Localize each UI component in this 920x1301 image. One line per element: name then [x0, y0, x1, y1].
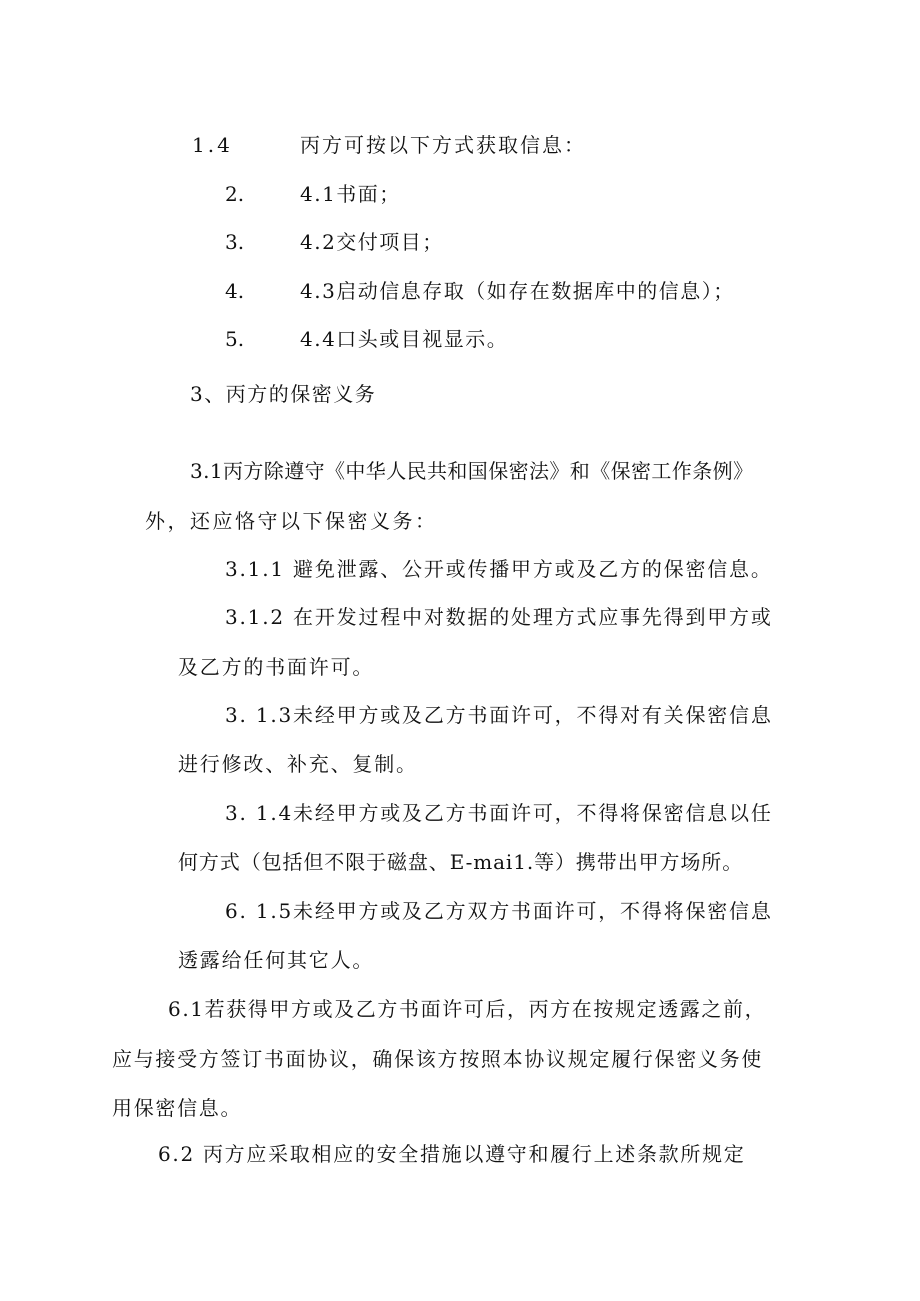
paragraph-3-1-5-line-1: 6. 1.5未经甲方或及乙方双方书面许可，不得将保密信息	[225, 899, 773, 923]
paragraph-6-1-line-3: 用保密信息。	[112, 1096, 243, 1120]
paragraph-3-1-4-line-1: 3. 1.4未经甲方或及乙方书面许可，不得将保密信息以任	[225, 801, 773, 825]
access-item-number: 3.	[225, 230, 245, 254]
paragraph-3-1-4-line-2: 何方式（包括但不限于磁盘、E-mai1.等）携带出甲方场所。	[178, 850, 744, 874]
access-item-text: 4.1书面；	[300, 182, 401, 206]
access-heading-text: 丙方可按以下方式获取信息：	[300, 133, 586, 157]
access-item-text: 4.3启动信息存取（如存在数据库中的信息）；	[300, 279, 735, 303]
paragraph-6-2-line-1: 6.2 丙方应采取相应的安全措施以遵守和履行上述条款所规定	[158, 1142, 746, 1166]
paragraph-3-1-1: 3.1.1 避免泄露、公开或传播甲方或及乙方的保密信息。	[225, 557, 773, 581]
access-item-text: 4.2交付项目；	[300, 230, 444, 254]
paragraph-3-1-3-line-2: 进行修改、补充、复制。	[178, 752, 418, 776]
access-item-number: 2.	[225, 182, 245, 206]
paragraph-6-1-line-2: 应与接受方签订书面协议，确保该方按照本协议规定履行保密义务使	[112, 1047, 763, 1071]
paragraph-3-1-line-1: 3.1丙方除遵守《中华人民共和国保密法》和《保密工作条例》	[190, 459, 754, 483]
access-item-number: 4.	[225, 279, 245, 303]
paragraph-3-1-2-line-1: 3.1.2 在开发过程中对数据的处理方式应事先得到甲方或	[225, 605, 773, 629]
paragraph-3-1-3-line-1: 3. 1.3未经甲方或及乙方书面许可，不得对有关保密信息	[225, 703, 773, 727]
access-item-text: 4.4口头或目视显示。	[300, 327, 509, 351]
paragraph-3-1-2-line-2: 及乙方的书面许可。	[178, 655, 375, 679]
paragraph-6-1-line-1: 6.1若获得甲方或及乙方书面许可后，丙方在按规定透露之前，	[168, 997, 767, 1021]
paragraph-3-1-5-line-2: 透露给任何其它人。	[178, 948, 375, 972]
section-title: 3、丙方的保密义务	[190, 382, 377, 406]
access-item-number: 5.	[225, 327, 245, 351]
paragraph-3-1-line-2: 外，还应恪守以下保密义务：	[145, 509, 438, 533]
access-heading-number: 1.4	[192, 133, 233, 157]
